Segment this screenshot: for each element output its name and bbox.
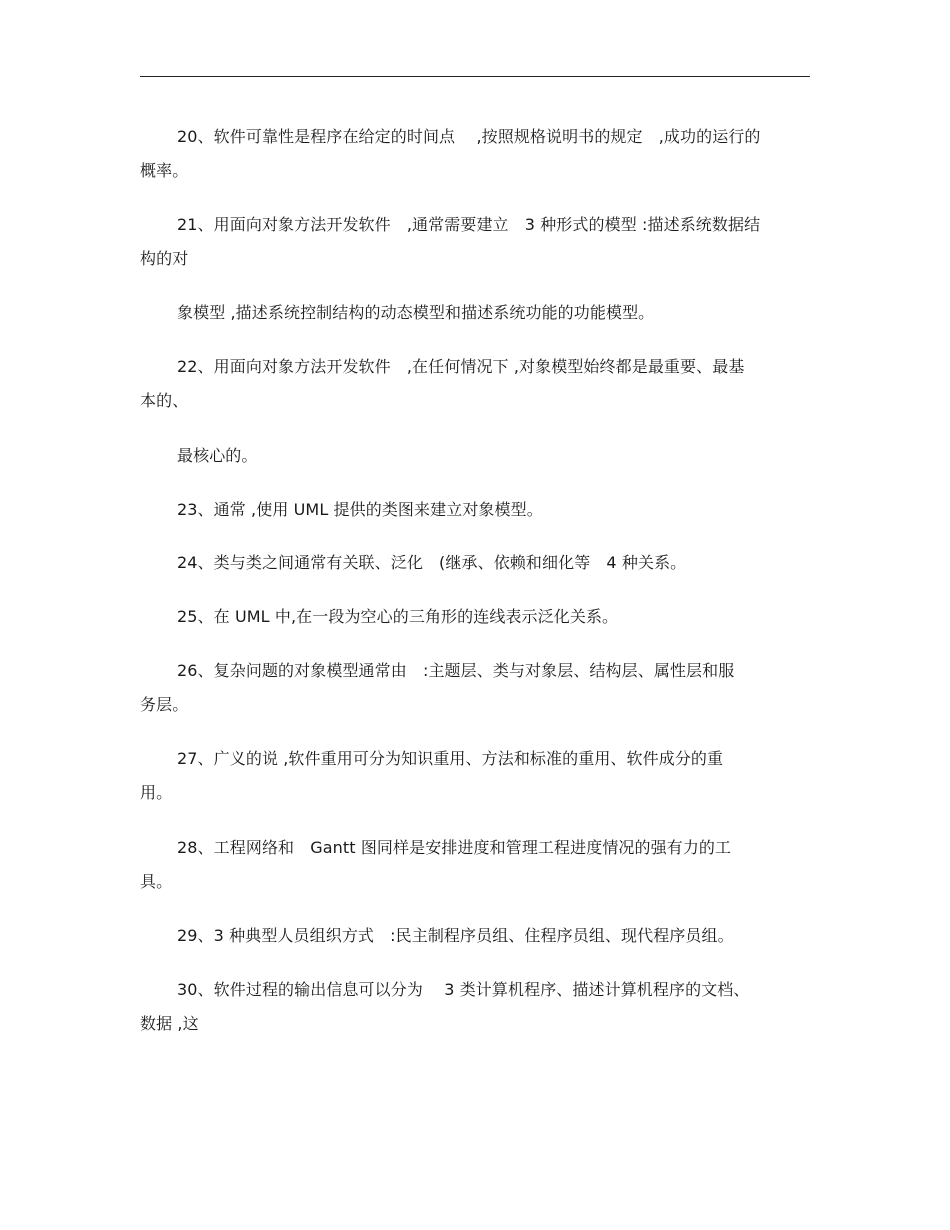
paragraph-28-line-1: 28、工程网络和 Gantt 图同样是安排进度和管理工程进度情况的强有力的工 xyxy=(177,838,732,857)
paragraph-23: 23、通常 ,使用 UML 提供的类图来建立对象模型。 xyxy=(177,500,543,519)
paragraph-21-continuation: 象模型 ,描述系统控制结构的动态模型和描述系统功能的功能模型。 xyxy=(177,303,655,322)
paragraph-30-line-1: 30、软件过程的输出信息可以分为 3 类计算机程序、描述计算机程序的文档、 xyxy=(177,980,750,999)
header-rule xyxy=(140,76,810,77)
paragraph-22-line-2: 本的、 xyxy=(140,391,189,410)
paragraph-28-line-2: 具。 xyxy=(140,872,173,891)
paragraph-21-line-1: 21、用面向对象方法开发软件 ,通常需要建立 3 种形式的模型 :描述系统数据结 xyxy=(177,215,761,234)
paragraph-22-line-1: 22、用面向对象方法开发软件 ,在任何情况下 ,对象模型始终都是最重要、最基 xyxy=(177,357,745,376)
paragraph-25: 25、在 UML 中,在一段为空心的三角形的连线表示泛化关系。 xyxy=(177,607,619,626)
paragraph-24: 24、类与类之间通常有关联、泛化 (继承、依赖和细化等 4 种关系。 xyxy=(177,553,687,572)
paragraph-29: 29、3 种典型人员组织方式 :民主制程序员组、住程序员组、现代程序员组。 xyxy=(177,926,734,945)
paragraph-22-continuation: 最核心的。 xyxy=(177,446,258,465)
paragraph-20-line-1: 20、软件可靠性是程序在给定的时间点 ,按照规格说明书的规定 ,成功的运行的 xyxy=(177,127,761,146)
paragraph-27-line-2: 用。 xyxy=(140,783,173,802)
paragraph-26-line-1: 26、复杂问题的对象模型通常由 :主题层、类与对象层、结构层、属性层和服 xyxy=(177,661,735,680)
paragraph-21-line-2: 构的对 xyxy=(140,249,189,268)
paragraph-27-line-1: 27、广义的说 ,软件重用可分为知识重用、方法和标准的重用、软件成分的重 xyxy=(177,749,724,768)
paragraph-26-line-2: 务层。 xyxy=(140,695,189,714)
paragraph-20-line-2: 概率。 xyxy=(140,161,189,180)
paragraph-30-line-2: 数据 ,这 xyxy=(140,1014,199,1033)
